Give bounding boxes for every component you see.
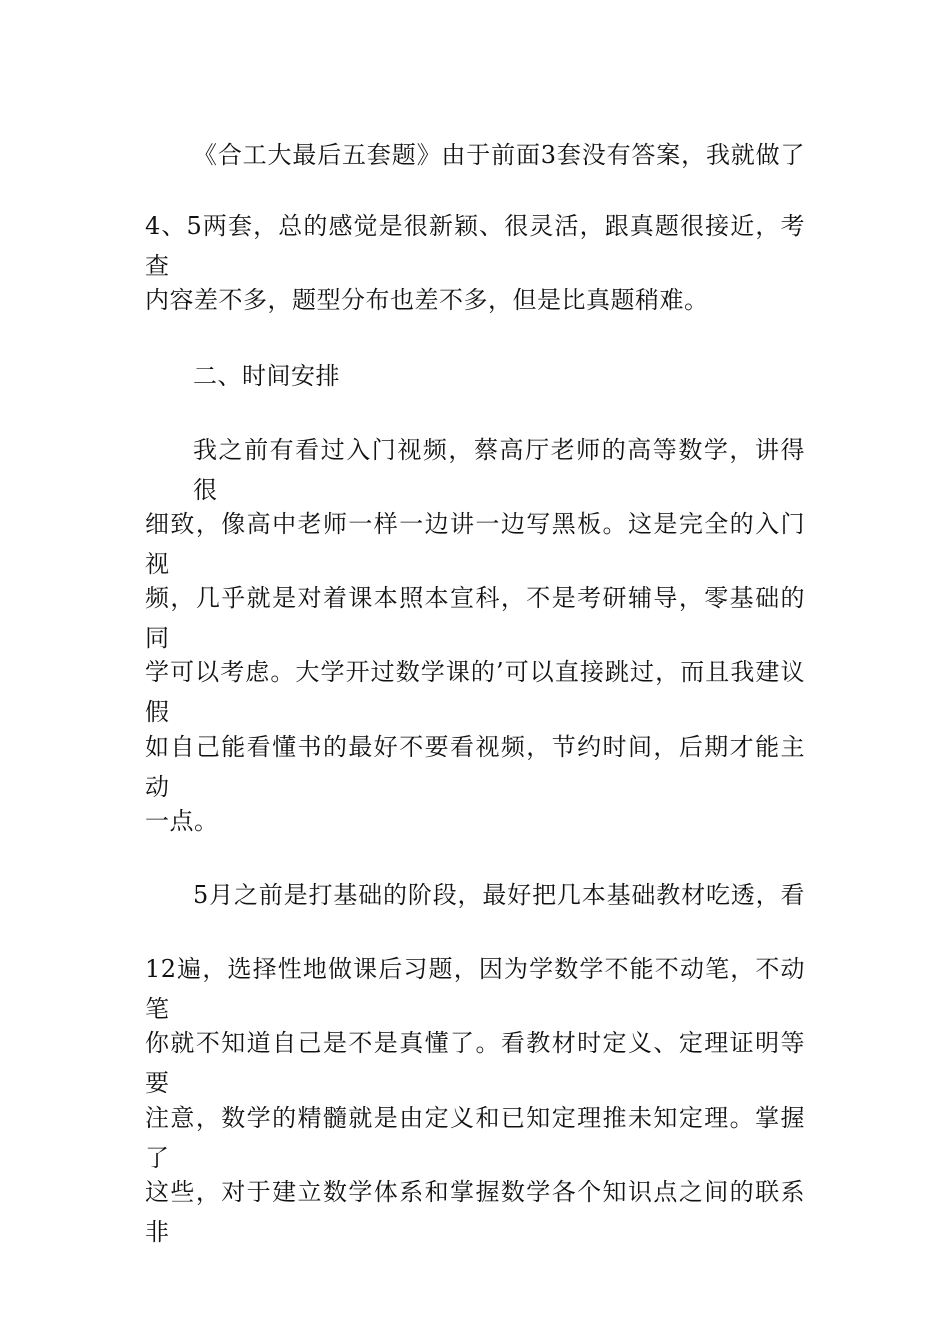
text-line: 一点。: [145, 807, 219, 835]
text-line: 你就不知道自己是不是真懂了。看教材时定义、定理证明等要: [145, 1029, 805, 1097]
text-line: 这些，对于建立数学体系和掌握数学各个知识点之间的联系非: [145, 1178, 805, 1246]
text-line: 4、5两套，总的感觉是很新颖、很灵活，跟真题很接近，考查: [145, 212, 805, 280]
text-line: 注意，数学的精髓就是由定义和已知定理推未知定理。掌握了: [145, 1104, 805, 1172]
section-heading: 二、时间安排: [193, 362, 340, 390]
text-line: 5月之前是打基础的阶段，最好把几本基础教材吃透，看: [193, 881, 805, 909]
text-line: 内容差不多，题型分布也差不多，但是比真题稍难。: [145, 286, 709, 314]
text-line: 如自己能看懂书的最好不要看视频，节约时间，后期才能主动: [145, 733, 805, 801]
text-line: 我之前有看过入门视频，蔡高厅老师的高等数学，讲得很: [193, 436, 805, 504]
text-line: 学可以考虑。大学开过数学课的’可以直接跳过，而且我建议假: [145, 658, 805, 726]
text-line: 细致，像高中老师一样一边讲一边写黑板。这是完全的入门视: [145, 510, 805, 578]
text-line: 12遍，选择性地做课后习题，因为学数学不能不动笔，不动笔: [145, 955, 805, 1023]
text-line: 《合工大最后五套题》由于前面3套没有答案，我就做了: [193, 141, 805, 169]
text-line: 频，几乎就是对着课本照本宣科，不是考研辅导，零基础的同: [145, 584, 805, 652]
